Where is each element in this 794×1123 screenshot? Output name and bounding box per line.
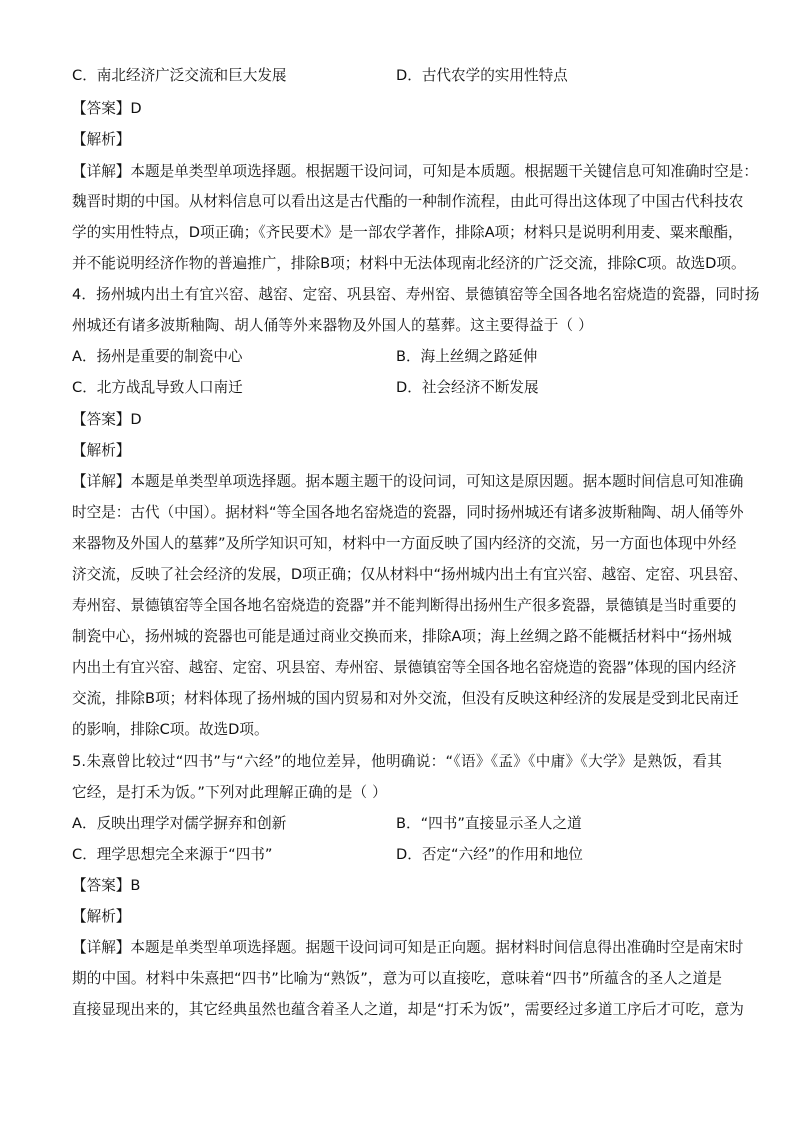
q4-stem-line: 4．扬州城内出土有宜兴窑、越窑、定窑、巩县窑、寿州窑、景德镇窑等全国各地名窑烧造的瓷器，同时扬 bbox=[72, 286, 760, 303]
q4-option-b: B．海上丝绸之路延伸 bbox=[396, 348, 538, 365]
q4-detail-line: 时空是：古代（中国）。据材料“等全国各地名窑烧造的瓷器，同时扬州城还有诸多波斯釉陶、胡人俑等外 bbox=[72, 504, 744, 521]
q3-detail-line: 【详解】本题是单类型单项选择题。根据题干设问词，可知是本质题。根据题干关键信息可知准确时空是： bbox=[72, 163, 758, 180]
q4-detail-line: 【详解】本题是单类型单项选择题。据本题主题干的设问词，可知这是原因题。据本题时间信息可知准确 bbox=[72, 473, 744, 490]
q4-answer: 【答案】D bbox=[72, 411, 142, 428]
q5-detail-line: 期的中国。材料中朱熹把“四书”比喻为“熟饭”，意为可以直接吃，意味着“四书”所蕴含的圣人之道是 bbox=[72, 970, 722, 987]
q5-stem-line: 5.朱熹曾比较过“四书”与“六经”的地位差异，他明确说：“《语》《孟》《中庸》《大学》是熟饭，看其 bbox=[72, 753, 722, 770]
q4-detail-line: 交流，排除B项；材料体现了扬州城的国内贸易和对外交流，但没有反映这种经济的发展是受到北民南迁 bbox=[72, 690, 739, 707]
q5-option-b: B．“四书”直接显示圣人之道 bbox=[396, 815, 582, 832]
q4-detail-line: 济交流，反映了社会经济的发展，D项正确；仅从材料中“扬州城内出土有宜兴窑、越窑、定窑、巩县窑、 bbox=[72, 566, 748, 583]
q5-option-c: C．理学思想完全来源于“四书” bbox=[72, 846, 273, 863]
q3-detail-line: 魏晋时期的中国。从材料信息可以看出这是古代酯的一种制作流程，由此可得出这体现了中国古代科技农 bbox=[72, 193, 744, 210]
q3-option-c: C．南北经济广泛交流和巨大发展 bbox=[72, 67, 287, 84]
q4-detail-line: 寿州窑、景德镇窑等全国各地名窑烧造的瓷器”并不能判断得出扬州生产很多瓷器，景德镇是当时重要的 bbox=[72, 597, 737, 614]
q4-option-a: A．扬州是重要的制瓷中心 bbox=[72, 348, 243, 365]
q5-detail-line: 直接显现出来的，其它经典虽然也蕴含着圣人之道，却是“打禾为饭”，需要经过多道工序后才可吃，意为 bbox=[72, 1001, 744, 1018]
q5-stem-line: 它经，是打禾为饭。”下列对此理解正确的是（ ） bbox=[72, 784, 387, 801]
q3-answer: 【答案】D bbox=[72, 100, 142, 117]
q4-detail-line: 的影响，排除C项。故选D项。 bbox=[72, 721, 269, 738]
q5-analysis-label: 【解析】 bbox=[72, 908, 131, 925]
q4-option-d: D．社会经济不断发展 bbox=[396, 379, 539, 396]
q3-analysis-label: 【解析】 bbox=[72, 131, 131, 148]
q4-option-c: C．北方战乱导致人口南迁 bbox=[72, 379, 243, 396]
q4-detail-line: 内出土有宜兴窑、越窑、定窑、巩县窑、寿州窑、景德镇窑等全国各地名窑烧造的瓷器”体现的国内经济 bbox=[72, 659, 737, 676]
q5-answer: 【答案】B bbox=[72, 877, 141, 894]
q4-detail-line: 制瓷中心，扬州城的瓷器也可能是通过商业交换而来，排除A项；海上丝绸之路不能概括材料中“扬州城 bbox=[72, 628, 732, 645]
q3-detail-line: 学的实用性特点，D项正确；《齐民要术》是一部农学著作，排除A项；材料只是说明利用麦、粟来酿酯， bbox=[72, 224, 743, 241]
q5-option-a: A．反映出理学对儒学摒弃和创新 bbox=[72, 815, 287, 832]
q4-analysis-label: 【解析】 bbox=[72, 442, 131, 459]
q5-option-d: D．否定“六经”的作用和地位 bbox=[396, 846, 583, 863]
q3-option-d: D．古代农学的实用性特点 bbox=[396, 67, 568, 84]
q4-detail-line: 来器物及外国人的墓葬”及所学知识可知，材料中一方面反映了国内经济的交流，另一方面也体现中外经 bbox=[72, 535, 737, 552]
q4-stem-line: 州城还有诸多波斯釉陶、胡人俑等外来器物及外国人的墓葬。这主要得益于（ ） bbox=[72, 317, 593, 334]
q5-detail-line: 【详解】本题是单类型单项选择题。据题干设问词可知是正向题。据材料时间信息得出准确时空是南宋时 bbox=[72, 939, 744, 956]
q3-detail-line: 并不能说明经济作物的普遍推广，排除B项；材料中无法体现南北经济的广泛交流，排除C项。故选D项。 bbox=[72, 255, 746, 272]
